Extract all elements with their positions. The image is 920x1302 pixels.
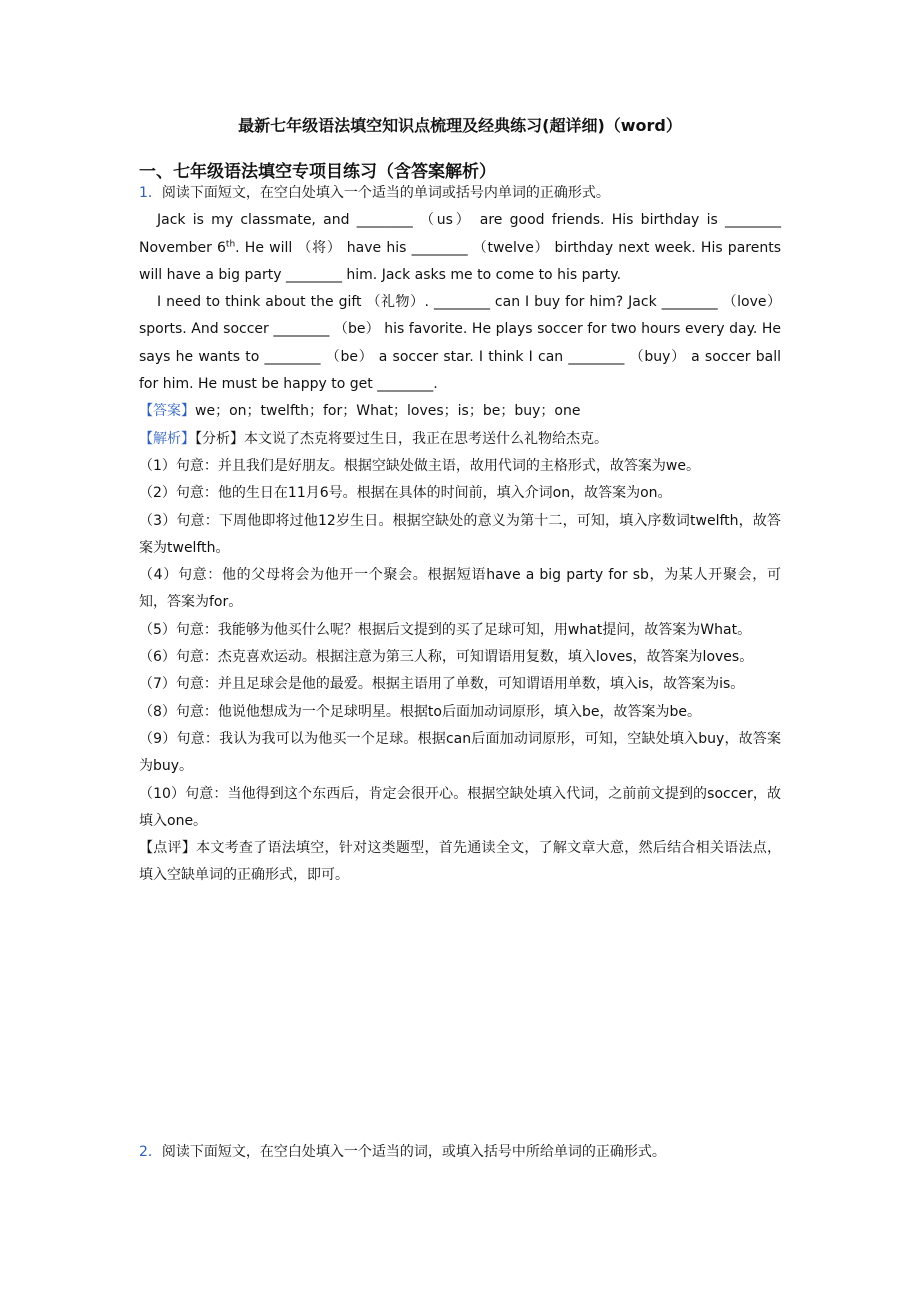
analysis-item: （3）句意：下周他即将过他12岁生日。根据空缺处的意义为第十二，可知，填入序数词twelfth，故答案为twelfth。 (139, 512, 781, 556)
analysis-item: （7）句意：并且足球会是他的最爱。根据主语用了单数，可知谓语用单数，填入is，故答案为is。 (139, 676, 745, 693)
question-2-number: 2． (139, 1144, 162, 1160)
analysis-item: （9）句意：我认为我可以为他买一个足球。根据can后面加动词原形，可知，空缺处填入buy，故答案为buy。 (139, 730, 781, 775)
answer-text: we；on；twelfth；for；What；loves；is；be；buy；one (195, 403, 581, 420)
analysis-item: （4）句意：他的父母将会为他开一个聚会。根据短语have a big party for sb，为某人开聚会，可知，答案为for。 (139, 567, 781, 611)
analysis-item: （8）句意：他说他想成为一个足球明星。根据to后面加动词原形，填入be，故答案为be。 (139, 703, 701, 720)
analysis-item: （10）句意：当他得到这个东西后，肯定会很开心。根据空缺处填入代词，之前前文提到的soccer，故填入one。 (139, 785, 781, 829)
question-2-instruction: 阅读下面短文，在空白处填入一个适当的词，或填入括号中所给单词的正确形式。 (161, 1144, 666, 1160)
question-1-instruction: 1．阅读下面短文，在空白处填入一个适当的单词或括号内单词的正确形式。 (139, 185, 610, 201)
document-title: 最新七年级语法填空知识点梳理及经典练习(超详细)（word） (238, 116, 682, 135)
analysis-item: （5）句意：我能够为他买什么呢？根据后文提到的买了足球可知，用what提问，故答案为What。 (139, 621, 752, 638)
section-heading: 一、七年级语法填空专项目练习（含答案解析） (139, 162, 496, 182)
question-1-number: 1． (139, 185, 162, 201)
analysis-item: （6）句意：杰克喜欢运动。根据注意为第三人称，可知谓语用复数，填入loves，故答案为loves。 (139, 649, 754, 666)
comment: 【点评】本文考查了语法填空，针对这类题型，首先通读全文，了解文章大意，然后结合相关语法点，填入空缺单词的正确形式，即可。 (139, 840, 781, 884)
passage-paragraph-2: I need to think about the gift （礼物）. ________ can I buy for him? Jack ________ （love） sports. And soccer ________ （be） his favorite. He plays soccer for two hours every day. He says he wants to ________ （be） a soccer star. I think I can ________ （buy） a soccer ball for him. He must be happy to get ________. (139, 294, 781, 393)
analysis-intro: 【解析】【分析】本文说了杰克将要过生日，我正在思考送什么礼物给杰克。 (139, 430, 608, 447)
answer-label: 【答案】 (139, 403, 195, 420)
analysis-item: （1）句意：并且我们是好朋友。根据空缺处做主语，故用代词的主格形式，故答案为we。 (139, 457, 700, 474)
answer-line (139, 398, 781, 425)
analysis-label: 【解析】 (139, 430, 195, 447)
question-1 (139, 180, 781, 890)
question-2 (139, 1139, 781, 1166)
passage-paragraph-1: Jack is my classmate, and ________ （us） are good friends. His birthday is ________ November 6th. He will （将） have his ________ （twelve） birthday next week. His parents will have a big party ________ him. Jack asks me to come to his party. (139, 212, 781, 283)
analysis-item: （2）句意：他的生日在11月6号。根据在具体的时间前，填入介词on，故答案为on。 (139, 485, 672, 502)
